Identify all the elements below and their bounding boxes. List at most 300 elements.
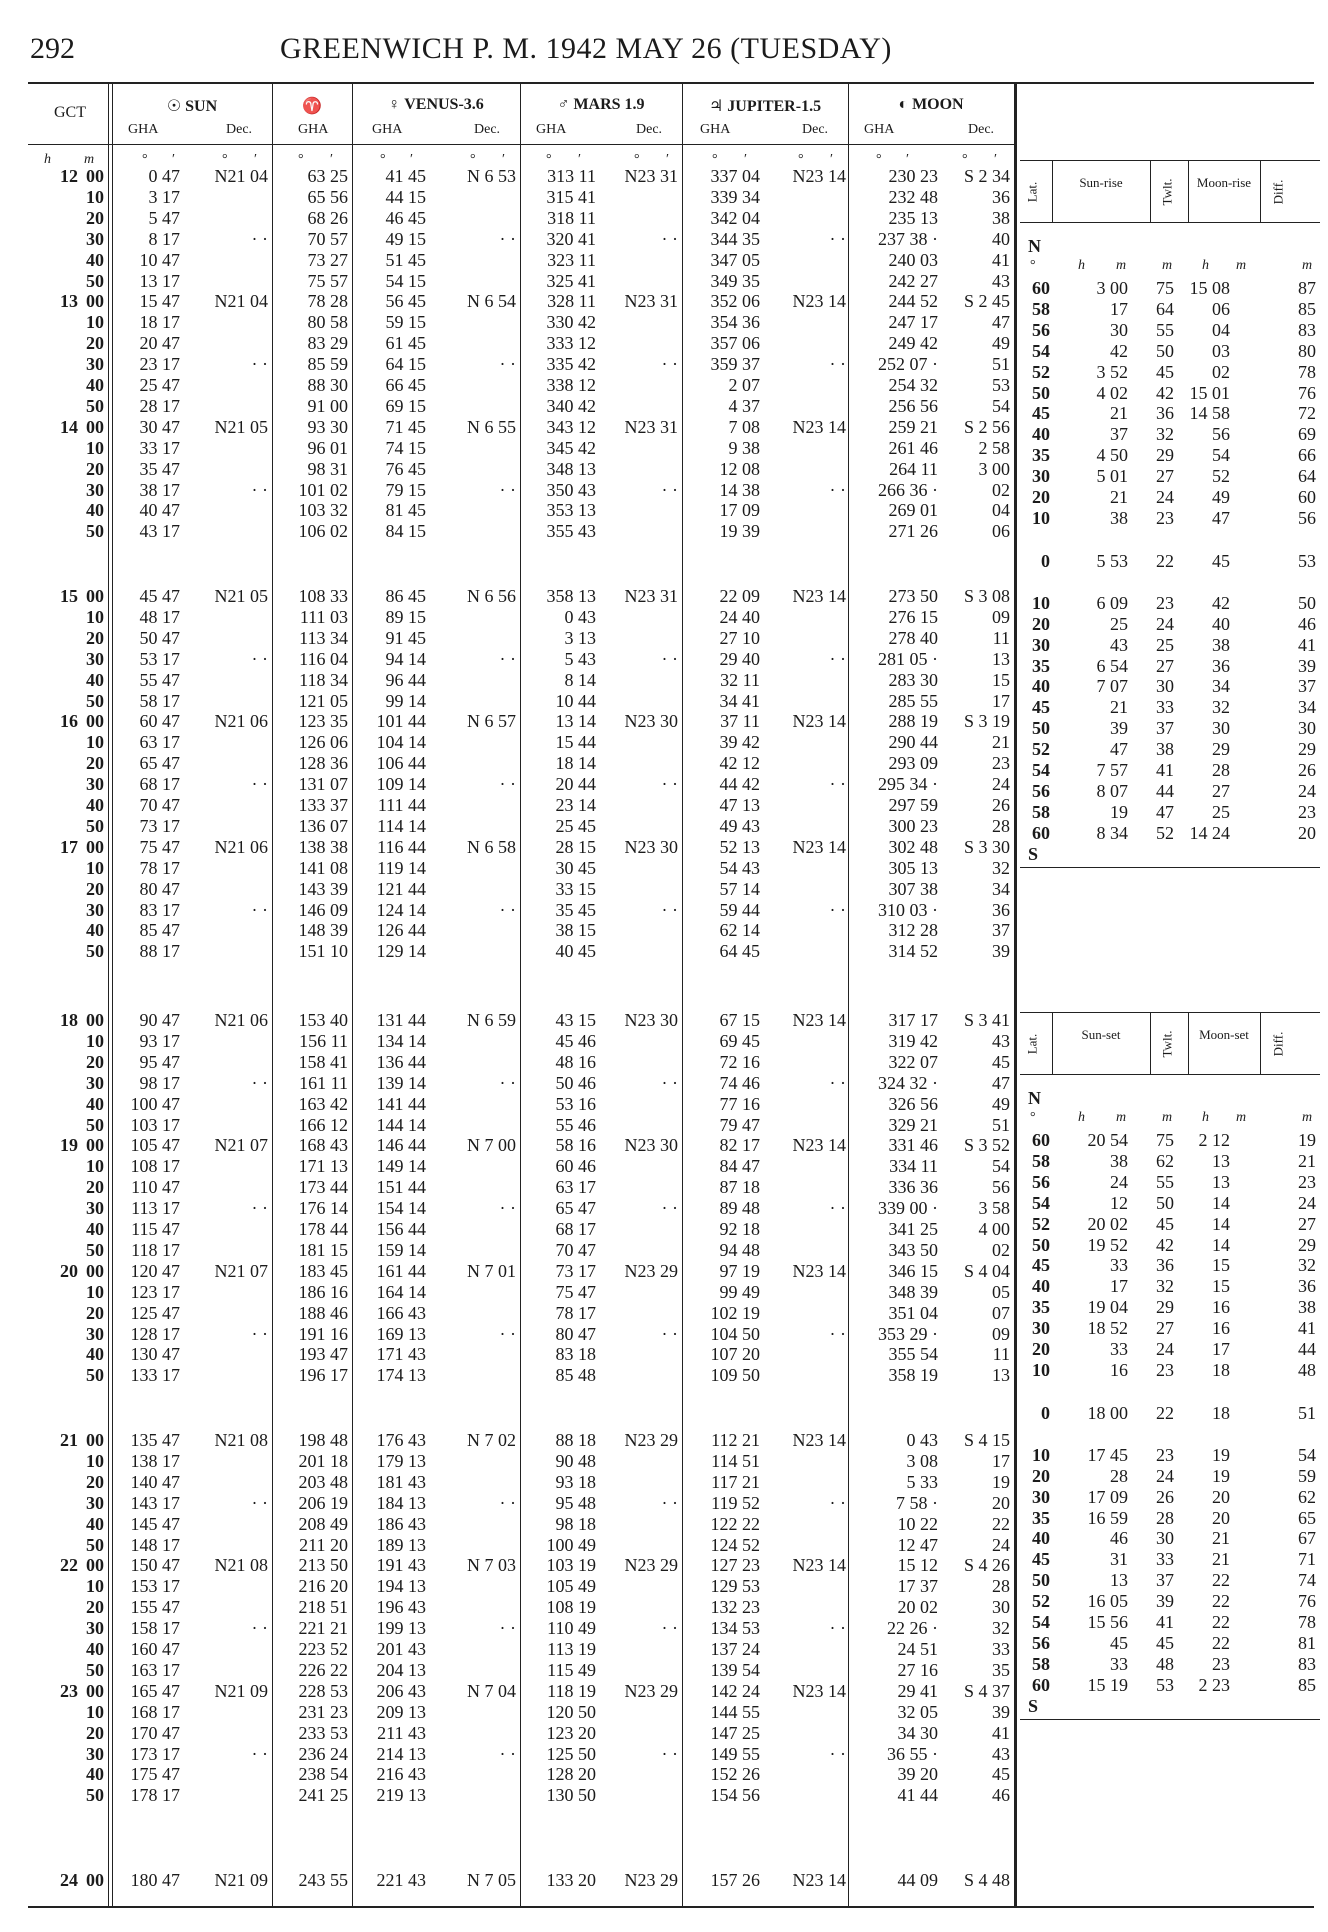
sun-dec-cell: N21 08 — [214, 1430, 268, 1450]
gct-minute-cell: 50 — [86, 395, 104, 416]
aries-gha-cell: 106 02 — [298, 521, 348, 542]
lat-cell: 50 — [1032, 718, 1050, 739]
aries-gha-cell: 196 17 — [298, 1365, 348, 1386]
aries-gha-cell: 98 31 — [307, 458, 348, 479]
sun-gha-cell: 33 17 — [139, 437, 180, 458]
venus-gha-cell: 114 14 — [377, 815, 426, 836]
gct-minute-cell: 50 — [86, 521, 104, 542]
venus-gha-cell: 166 43 — [376, 1302, 426, 1323]
side-rule — [1020, 1012, 1320, 1013]
moon-time-cell: 13 — [1212, 1171, 1230, 1192]
mars-dec-cell: N23 30 — [624, 711, 678, 732]
table-row — [0, 1010, 1014, 1030]
latitude-row — [1020, 1276, 1320, 1296]
venus-mag: -3.6 — [458, 96, 484, 113]
sun-gha-cell: 35 47 — [139, 458, 180, 479]
sun-gha-cell: 58 17 — [139, 690, 180, 711]
mars-gha-cell: 325 41 — [546, 270, 596, 291]
mars-dec-cell: N23 30 — [624, 836, 678, 857]
moon-gha-cell: 329 21 — [888, 1114, 938, 1135]
aries-gha-cell: 123 35 — [298, 711, 348, 732]
table-row — [0, 628, 1014, 648]
jupiter-dec-cell: · · — [829, 1618, 846, 1639]
venus-dec-sub: Dec. — [474, 122, 501, 137]
table-row — [0, 1094, 1014, 1114]
gct-header: GCT — [54, 104, 86, 121]
moon-dec-cell: 54 — [992, 1156, 1010, 1177]
aries-gha-cell: 128 36 — [298, 753, 348, 774]
venus-gha-cell: 79 15 — [385, 479, 426, 500]
diff-cell: 85 — [1298, 1674, 1316, 1695]
diff-cell: 81 — [1298, 1632, 1316, 1653]
sun-gha-cell: 65 47 — [139, 753, 180, 774]
aries-gha-cell: 96 01 — [307, 437, 348, 458]
jupiter-gha-cell: 89 48 — [719, 1198, 760, 1219]
sun-time-cell: 4 50 — [1096, 445, 1128, 466]
jupiter-gha-cell: 17 09 — [719, 500, 760, 521]
diff-cell: 71 — [1298, 1549, 1316, 1570]
jupiter-gha-cell: 139 54 — [710, 1659, 760, 1680]
moon-dec-cell: 20 — [992, 1492, 1010, 1513]
table-row — [0, 1535, 1014, 1555]
sun-gha-cell: 155 47 — [130, 1597, 180, 1618]
venus-gha-cell: 116 44 — [377, 836, 426, 857]
jupiter-gha-cell: 132 23 — [710, 1597, 760, 1618]
diff-cell: 27 — [1298, 1213, 1316, 1234]
mars-dec-cell: · · — [661, 354, 678, 375]
latitude-row — [1020, 1130, 1320, 1150]
moon-time-cell: 52 — [1212, 466, 1230, 487]
jupiter-dec-cell: N23 14 — [792, 291, 846, 312]
north-label: N — [1028, 236, 1041, 256]
lat-cell: 45 — [1032, 1255, 1050, 1276]
twilight-cell: 30 — [1156, 676, 1174, 697]
sun-dec-cell: N21 06 — [214, 836, 268, 857]
gct-minute-cell: 20 — [86, 207, 104, 228]
mars-dec-cell: N23 30 — [624, 1010, 678, 1030]
jupiter-dec-cell: N23 14 — [792, 1680, 846, 1701]
jupiter-gha-cell: 114 51 — [711, 1450, 760, 1471]
moon-dec-cell: S 3 19 — [963, 711, 1010, 732]
side-rule — [1020, 1074, 1320, 1075]
mars-gha-cell: 55 46 — [555, 1114, 596, 1135]
moon-dec-cell: 24 — [992, 1534, 1010, 1555]
table-row — [0, 1472, 1014, 1492]
unit-label: m — [1162, 1110, 1173, 1125]
moon-label: MOON — [912, 96, 964, 113]
gct-minute-cell: 20 — [86, 1051, 104, 1072]
moon-gha-cell: 244 52 — [888, 291, 938, 312]
moon-dec-cell: 43 — [992, 270, 1010, 291]
sun-gha-cell: 75 47 — [139, 836, 180, 857]
jupiter-dec-cell: N23 14 — [792, 836, 846, 857]
table-row — [0, 1156, 1014, 1176]
diff-cell: 53 — [1298, 550, 1316, 571]
header-bottom-rule — [28, 144, 1014, 145]
sun-gha-cell: 153 17 — [130, 1576, 180, 1597]
venus-dec-cell: N 6 59 — [467, 1010, 516, 1030]
moon-time-cell: 22 — [1212, 1612, 1230, 1632]
moon-dec-cell: 17 — [992, 690, 1010, 711]
moon-gha-cell: 269 01 — [888, 500, 938, 521]
sun-gha-cell: 110 47 — [131, 1177, 180, 1198]
twilight-cell: 24 — [1156, 487, 1174, 507]
moon-dec-cell: S 3 41 — [963, 1010, 1010, 1030]
mars-dec-cell: N23 31 — [624, 416, 678, 437]
mars-gha-cell: 33 15 — [555, 878, 596, 899]
jupiter-gha-cell: 104 50 — [710, 1323, 760, 1344]
mars-gha-cell: 38 15 — [555, 920, 596, 941]
moon-time-cell: 2 12 — [1198, 1130, 1230, 1150]
moon-gha-cell: 247 17 — [888, 312, 938, 333]
table-row — [0, 1240, 1014, 1260]
moon-dec-cell: 43 — [992, 1743, 1010, 1764]
table-row — [0, 1870, 1014, 1890]
sun-time-cell: 30 — [1110, 319, 1128, 340]
venus-gha-cell: 106 44 — [376, 753, 426, 774]
moon-time-cell: 21 — [1212, 1528, 1230, 1549]
twilight-cell: 23 — [1156, 1359, 1174, 1380]
mars-gha-cell: 338 12 — [546, 375, 596, 395]
diff-cell: 23 — [1298, 801, 1316, 822]
jupiter-gha-cell: 77 16 — [719, 1093, 760, 1114]
sun-gha-cell: 168 17 — [130, 1701, 180, 1722]
venus-gha-cell: 124 14 — [376, 899, 426, 920]
moon-gha-cell: 319 42 — [888, 1030, 938, 1051]
mars-gha-cell: 123 20 — [546, 1722, 596, 1743]
venus-header — [352, 96, 520, 114]
sun-gha-cell: 148 17 — [130, 1534, 180, 1555]
moon-time-cell: 34 — [1212, 676, 1230, 697]
mars-gha-cell: 108 19 — [546, 1597, 596, 1618]
moon-dec-cell: 46 — [992, 1785, 1010, 1806]
mars-gha-cell: 328 11 — [547, 291, 596, 312]
latitude-row — [1020, 593, 1320, 613]
bottom-rule — [28, 1906, 1314, 1908]
mars-dec-cell: N23 29 — [624, 1555, 678, 1576]
aries-gha-cell: 63 25 — [307, 166, 348, 186]
moon-gha-cell: 314 52 — [888, 941, 938, 962]
moon-gha-cell: 29 41 — [897, 1680, 938, 1701]
venus-gha-cell: 196 43 — [376, 1597, 426, 1618]
venus-dec-cell: · · — [499, 1743, 516, 1764]
twilight-cell: 47 — [1156, 801, 1174, 822]
gct-minute-cell: 20 — [86, 333, 104, 354]
table-row — [0, 1115, 1014, 1135]
gct-minute-cell: 20 — [86, 1177, 104, 1198]
sun-dec-cell: · · — [251, 228, 268, 249]
mars-gha-cell: 5 43 — [564, 648, 596, 669]
mars-gha-cell: 8 14 — [564, 669, 596, 690]
twilight-cell: 28 — [1156, 1507, 1174, 1528]
sun-gha-cell: 113 17 — [131, 1198, 180, 1219]
aries-gha-cell: 141 08 — [298, 857, 348, 878]
gct-minute-cell: 10 — [86, 1450, 104, 1471]
mars-gha-cell: 318 11 — [547, 207, 596, 228]
sun-gha-cell: 93 17 — [139, 1030, 180, 1051]
mars-gha-cell: 353 13 — [546, 500, 596, 521]
moon-time-cell: 15 — [1212, 1276, 1230, 1297]
table-row — [0, 732, 1014, 752]
sun-gha-cell: 25 47 — [139, 375, 180, 395]
sun-dec-cell: · · — [251, 648, 268, 669]
sun-gha-cell: 143 17 — [130, 1492, 180, 1513]
lat-cell: 56 — [1032, 1632, 1050, 1653]
moon-dec-cell: 3 58 — [978, 1198, 1010, 1219]
moon-gha-cell: 256 56 — [888, 395, 938, 416]
sun-gha-cell: 103 17 — [130, 1114, 180, 1135]
twilight-cell: 29 — [1156, 1297, 1174, 1318]
jupiter-label: JUPITER — [727, 98, 796, 115]
north-label: N — [1028, 1088, 1041, 1108]
sun-gha-cell: 5 47 — [148, 207, 180, 228]
aries-header — [272, 96, 352, 116]
table-row — [0, 1451, 1014, 1471]
sun-time-cell: 17 — [1110, 298, 1128, 319]
jupiter-gha-cell: 24 40 — [719, 606, 760, 627]
mars-gha-cell: 113 19 — [547, 1639, 596, 1659]
aries-gha-cell: 88 30 — [307, 375, 348, 395]
mars-gha-cell: 80 47 — [555, 1323, 596, 1344]
diff-cell: 41 — [1298, 634, 1316, 655]
lat-cell: 20 — [1032, 487, 1050, 507]
moon-dec-cell: 02 — [992, 479, 1010, 500]
lat-header: Lat. — [1024, 181, 1040, 203]
lat-cell: 54 — [1032, 1612, 1050, 1632]
aries-gha-cell: 116 04 — [299, 648, 348, 669]
jupiter-dec-cell: N23 14 — [792, 1010, 846, 1030]
twilight-header: Twlt. — [1159, 1030, 1175, 1058]
latitude-row — [1020, 466, 1320, 486]
gct-minute-cell: 30 — [86, 479, 104, 500]
sun-gha-cell: 98 17 — [139, 1072, 180, 1093]
moon-gha-cell: 3 08 — [906, 1450, 938, 1471]
venus-gha-cell: 56 45 — [385, 291, 426, 312]
aries-gha-cell: 211 20 — [299, 1534, 348, 1555]
moon-gha-cell: 32 05 — [897, 1701, 938, 1722]
aries-gha-cell: 133 37 — [298, 795, 348, 815]
latitude-row — [1020, 1466, 1320, 1486]
sun-gha-cell: 138 17 — [130, 1450, 180, 1471]
twilight-cell: 29 — [1156, 445, 1174, 466]
moon-dec-cell: 47 — [992, 312, 1010, 333]
moon-dec-cell: 36 — [992, 899, 1010, 920]
jupiter-gha-cell: 147 25 — [710, 1722, 760, 1743]
unit-jup-dec-deg: ° — [798, 152, 804, 167]
sun-gha-cell: 30 47 — [139, 416, 180, 437]
aries-gha-cell: 85 59 — [307, 354, 348, 375]
venus-dec-cell: N 6 55 — [467, 416, 516, 437]
twilight-cell: 44 — [1156, 780, 1174, 801]
diff-cell: 30 — [1298, 718, 1316, 739]
sun-gha-cell: 160 47 — [130, 1639, 180, 1659]
jupiter-gha-cell: 52 13 — [719, 836, 760, 857]
gct-minute-cell: 00 — [86, 836, 104, 857]
diff-cell: 48 — [1298, 1359, 1316, 1380]
mars-gha-cell: 35 45 — [555, 899, 596, 920]
latitude-row — [1020, 320, 1320, 340]
jupiter-gha-cell: 14 38 — [719, 479, 760, 500]
table-row — [0, 1177, 1014, 1197]
latitude-row — [1020, 1193, 1320, 1213]
latitude-row — [1020, 1570, 1320, 1590]
moon-gha-cell: 312 28 — [888, 920, 938, 941]
jupiter-dec-cell: · · — [829, 899, 846, 920]
mars-dec-cell: · · — [661, 899, 678, 920]
gct-minute-cell: 40 — [86, 1344, 104, 1365]
moon-time-cell: 19 — [1212, 1444, 1230, 1465]
table-row — [0, 1660, 1014, 1680]
aries-gha-cell: 83 29 — [307, 333, 348, 354]
mars-gha-cell: 65 47 — [555, 1198, 596, 1219]
moon-time-cell: 18 — [1212, 1402, 1230, 1423]
gct-minute-cell: 30 — [86, 1492, 104, 1513]
jupiter-dec-cell: N23 14 — [792, 416, 846, 437]
table-row — [0, 354, 1014, 374]
sun-gha-cell: 120 47 — [130, 1260, 180, 1281]
aries-gha-cell: 241 25 — [298, 1785, 348, 1806]
moon-time-cell: 14 24 — [1189, 822, 1230, 843]
gct-hour-cell: 19 — [60, 1135, 78, 1156]
jupiter-gha-cell: 57 14 — [719, 878, 760, 899]
diff-cell: 26 — [1298, 760, 1316, 780]
sun-time-cell: 21 — [1110, 487, 1128, 507]
venus-gha-cell: 71 45 — [385, 416, 426, 437]
sun-gha-sub: GHA — [128, 122, 159, 137]
table-row — [0, 480, 1014, 500]
sun-dec-cell: N21 06 — [214, 1010, 268, 1030]
aries-gha-cell: 226 22 — [298, 1659, 348, 1680]
mars-gha-cell: 315 41 — [546, 186, 596, 207]
latitude-row — [1020, 508, 1320, 528]
diff-header: Diff. — [1270, 179, 1286, 205]
jupiter-dec-cell: · · — [829, 479, 846, 500]
aries-gha-cell: 161 11 — [299, 1072, 348, 1093]
gct-minute-cell: 50 — [86, 690, 104, 711]
gct-minute-cell: 40 — [86, 1764, 104, 1785]
venus-dec-cell: · · — [499, 1492, 516, 1513]
venus-gha-cell: 89 15 — [385, 606, 426, 627]
diff-cell: 36 — [1298, 1276, 1316, 1297]
gct-minute-cell: 40 — [86, 1639, 104, 1659]
venus-gha-cell: 84 15 — [385, 521, 426, 542]
twilight-cell: 50 — [1156, 340, 1174, 361]
aries-gha-cell: 65 56 — [307, 186, 348, 207]
jupiter-dec-cell: · · — [829, 354, 846, 375]
lat-cell: 60 — [1032, 1674, 1050, 1695]
moon-gha-cell: 302 48 — [888, 836, 938, 857]
moon-dec-cell: 45 — [992, 1764, 1010, 1785]
diff-cell: 21 — [1298, 1150, 1316, 1171]
lat-cell: 0 — [1041, 550, 1050, 571]
sun-dec-cell: · · — [251, 1492, 268, 1513]
side-col-rule — [1188, 160, 1189, 222]
sun-time-cell: 16 — [1110, 1359, 1128, 1380]
jupiter-dec-cell: · · — [829, 1323, 846, 1344]
latitude-row — [1020, 1172, 1320, 1192]
venus-gha-cell: 161 44 — [376, 1260, 426, 1281]
moon-gha-cell: 346 15 — [888, 1260, 938, 1281]
table-row — [0, 816, 1014, 836]
moon-dec-cell: 22 — [992, 1513, 1010, 1534]
moon-gha-cell: 41 44 — [897, 1785, 938, 1806]
sun-dec-cell: · · — [251, 899, 268, 920]
jupiter-gha-cell: 39 42 — [719, 732, 760, 753]
aries-gha-cell: 191 16 — [298, 1323, 348, 1344]
moon-dec-cell: S 2 56 — [963, 416, 1010, 437]
venus-icon: ♀ — [388, 96, 401, 113]
jupiter-gha-cell: 12 08 — [719, 458, 760, 479]
moon-time-cell: 02 — [1212, 361, 1230, 382]
table-row — [0, 521, 1014, 541]
aries-gha-cell: 148 39 — [298, 920, 348, 941]
venus-gha-cell: 204 13 — [376, 1659, 426, 1680]
aries-gha-cell: 206 19 — [298, 1492, 348, 1513]
moon-dec-cell: 33 — [992, 1639, 1010, 1659]
south-label: S — [1028, 1695, 1039, 1716]
moon-dec-cell: S 4 15 — [963, 1430, 1010, 1450]
gct-hour-cell: 24 — [60, 1870, 78, 1890]
sun-gha-cell: 125 47 — [130, 1302, 180, 1323]
gct-minute-cell: 50 — [86, 1114, 104, 1135]
table-row — [0, 1198, 1014, 1218]
moon-time-cell: 20 — [1212, 1486, 1230, 1507]
jupiter-mag: -1.5 — [795, 98, 822, 115]
mars-gha-cell: 18 14 — [555, 753, 596, 774]
twilight-cell: 50 — [1156, 1192, 1174, 1213]
lat-cell: 10 — [1032, 592, 1050, 613]
jupiter-gha-cell: 109 50 — [710, 1365, 760, 1386]
gct-minute-cell: 40 — [86, 795, 104, 815]
venus-gha-cell: 59 15 — [385, 312, 426, 333]
twilight-cell: 75 — [1156, 278, 1174, 298]
diff-cell: 39 — [1298, 655, 1316, 676]
aries-gha-cell: 198 48 — [298, 1430, 348, 1450]
moon-dec-cell: 17 — [992, 1450, 1010, 1471]
sun-dec-cell: · · — [251, 479, 268, 500]
moon-time-cell: 22 — [1212, 1570, 1230, 1591]
sun-gha-cell: 178 17 — [130, 1785, 180, 1806]
diff-cell: 83 — [1298, 319, 1316, 340]
diff-cell: 87 — [1298, 278, 1316, 298]
venus-gha-cell: 209 13 — [376, 1701, 426, 1722]
gct-minute-cell: 10 — [86, 606, 104, 627]
sun-gha-cell: 20 47 — [139, 333, 180, 354]
venus-gha-cell: 41 45 — [385, 166, 426, 186]
diff-cell: 62 — [1298, 1486, 1316, 1507]
moon-gha-cell: 334 11 — [889, 1156, 938, 1177]
venus-gha-cell: 129 14 — [376, 941, 426, 962]
venus-dec-cell: · · — [499, 648, 516, 669]
moon-dec-cell: 24 — [992, 774, 1010, 795]
side-col-rule — [1188, 1012, 1189, 1074]
jupiter-dec-cell: · · — [829, 1072, 846, 1093]
mars-gha-cell: 53 16 — [555, 1093, 596, 1114]
aries-gha-cell: 228 53 — [298, 1680, 348, 1701]
twilight-cell: 36 — [1156, 403, 1174, 424]
diff-cell: 54 — [1298, 1444, 1316, 1465]
table-row — [0, 1576, 1014, 1596]
moon-gha-cell: 27 16 — [897, 1659, 938, 1680]
sun-dec-cell: N21 04 — [214, 166, 268, 186]
sun-gha-cell: 128 17 — [130, 1323, 180, 1344]
venus-gha-cell: 216 43 — [376, 1764, 426, 1785]
diff-cell: 24 — [1298, 1192, 1316, 1213]
moon-gha-cell: 278 40 — [888, 627, 938, 648]
venus-gha-cell: 201 43 — [376, 1639, 426, 1659]
moon-dec-cell: 11 — [992, 1344, 1010, 1365]
sun-header — [112, 96, 272, 116]
